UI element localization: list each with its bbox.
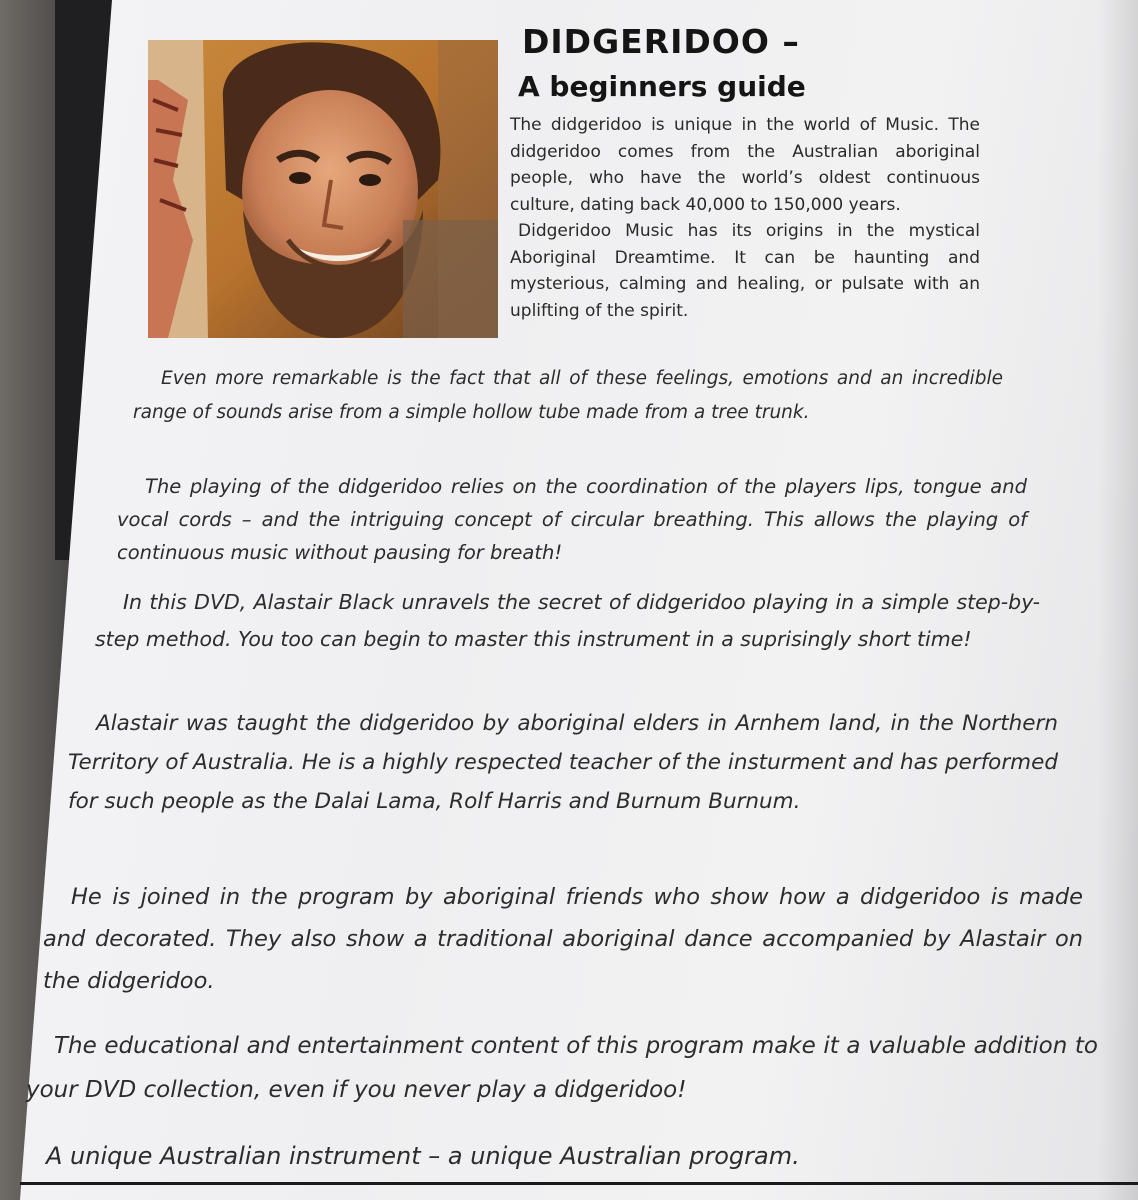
- body-paragraph-5: He is joined in the program by aboriginal friends who show how a didgeridoo is made and decorated. They also show a traditional aboriginal dance accompanied by Alastair on the didgeridoo.: [43, 884, 1083, 994]
- body-paragraph-4: Alastair was taught the didgeridoo by aboriginal elders in Arnhem land, in the Northern Territory of Australia. He is a highly respected teacher of the insturment and has performed for such people as the Dalai Lama, Rolf Harris and Burnum Burnum.: [68, 711, 1058, 814]
- body-paragraph-6: The educational and entertainment content of this program make it a valuable addition to your DVD collection, even if you never play a didgeridoo!: [26, 1033, 1098, 1103]
- intro-paragraph-1: The didgeridoo is unique in the world of Music. The didgeridoo comes from the Australian aboriginal people, who have the world’s oldest continuous culture, dating back 40,000 to 150,000 years.: [510, 115, 980, 215]
- page-title: DIDGERIDOO –: [522, 22, 800, 61]
- intro-text: [510, 112, 980, 324]
- body-paragraph-1: Even more remarkable is the fact that all of these feelings, emotions and an incredible range of sounds arise from a simple hollow tube made from a tree trunk.: [133, 368, 1003, 423]
- intro-paragraph-2: Didgeridoo Music has its origins in the mystical Aboriginal Dreamtime. It can be haunting and mysterious, calming and healing, or pulsate with an uplifting of the spirit.: [510, 221, 980, 321]
- bottom-rule: [20, 1182, 1138, 1185]
- body-paragraph-3: In this DVD, Alastair Black unravels the secret of didgeridoo playing in a simple step-by-step method. You too can begin to master this instrument in a suprisingly short time!: [95, 590, 1040, 651]
- closing-line: A unique Australian instrument – a unique Australian program.: [46, 1142, 800, 1170]
- body-paragraph-2: The playing of the didgeridoo relies on the coordination of the players lips, tongue and vocal cords – and the intriguing concept of circular breathing. This allows the playing of continuous music without pausing for breath!: [117, 475, 1027, 564]
- portrait-photo: [148, 40, 498, 338]
- page-subtitle: A beginners guide: [518, 70, 806, 103]
- page-shade: [1098, 0, 1138, 1200]
- bearded-man-portrait-image: [148, 40, 498, 338]
